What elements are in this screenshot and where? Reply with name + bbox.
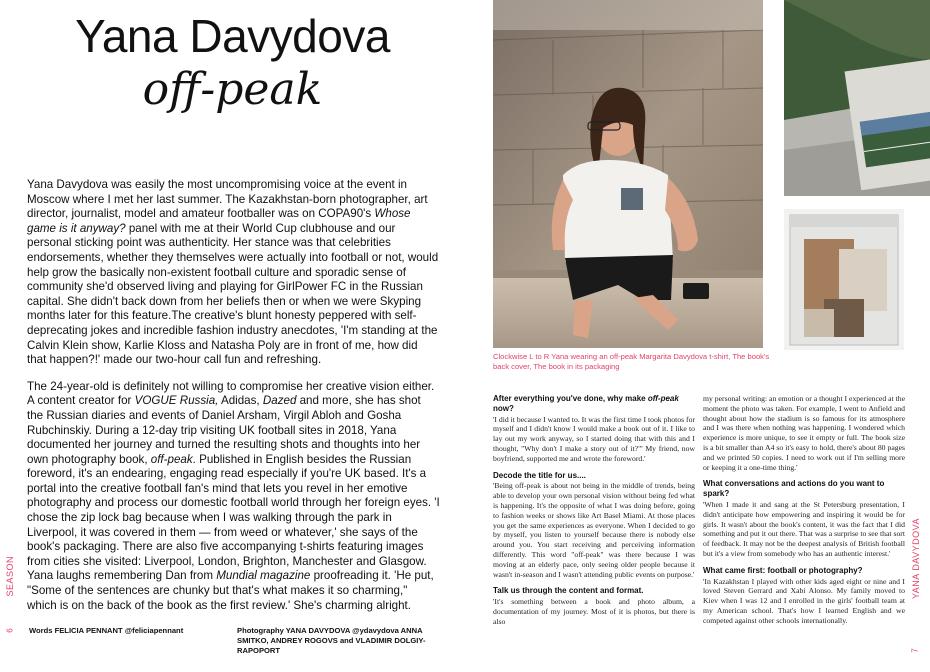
page-number-left: 6 bbox=[5, 628, 15, 633]
answer-1: 'I did it because I wanted to. It was the first time I took photos for myself and I didn't know I would make a book out of it. I like to lay out my work anyway, so I started doing that with this and I thought, "Why don't I make a story out of it?"' My friend, now boyfriend, supported me and wrote the foreword.' bbox=[493, 414, 695, 463]
answer-3: 'It's something between a book and photo album, a documentation of my journey. Most of it is photos, but there is also bbox=[493, 597, 695, 626]
answer-4: 'When I made it and sang at the St Petersburg presentation, I didn't anticipate how empowering and inspiring it would be for girls. It wasn't about the book's content, it was the fact that I did something and put it out there. That was a surprise to see that sort of feedback. It may not be the deepest analysis of British football but it's a view from somebody who has an authentic interest.' bbox=[703, 499, 905, 558]
answer-2: 'Being off-peak is about not being in the middle of trends, being able to develop your own personal vision without being fed what is happening. It's the opposite of what I was doing before, going to fashion weeks or shows like Art Basel Miami. At those places you get the same experiences as everyone. When I decided to go by myself, you listen to yourself because there is nobody else around you. You start receiving and perceiving information differently. This word "off-peak" was there because I was moving at an elderly pace, only seeing older people because it wasn't in-season and I wasn't attending public events on purpose.' bbox=[493, 481, 695, 579]
portrait-photo bbox=[493, 0, 763, 348]
question-5: What came first: football or photography? bbox=[703, 565, 863, 575]
question-4: What conversations and actions do you want to spark? bbox=[703, 479, 885, 499]
article-subtitle: off-peak bbox=[142, 64, 323, 115]
photo-caption: Clockwise L to R Yana wearing an off-peak Margarita Davydova t-shirt, The book's back cover, The book in its packaging bbox=[493, 352, 770, 371]
section-label-right: YANA DAVYDOVA bbox=[911, 518, 921, 600]
question-1: After everything you've done, why make off-peak now? bbox=[493, 394, 679, 413]
intro-paragraph-2: The 24-year-old is definitely not willing to compromise her creative vision either. A content creator for VOGUE Russia, Adidas, Dazed and more, she has shot the Russian diaries and events of Daniel Arsham, Virgil Abloh and Gosha Rubchinskiy. During a 12-day trip visiting UK football sites in 2018, Yana documented her journey and turned the resulting shots and thoughts into her own photography book, off-peak. Published in English besides the Russian foreword, it's an endearing, engaging read especially if you're UK based. It's a portal into the creative football fan's mind that lets you revel in her emotive photography and process our domestic football world through her foreign eyes. 'I chose the zip lock bag because when I was walking through the park in Liverpool, it was covered in them — from weed or whatever,' she says of the book's packaging. There are also five accompanying t-shirts featuring images from cities she visited: Liverpool, London, Brighton, Manchester and Glasgow. Yana laughs remembering Dan from Mundial magazine proofreading it. 'He put, "Some of the sentences are chunky but that's what makes it so charming," which is on the back of the book as the first review.' She's charming alright. bbox=[27, 379, 440, 612]
credits-photography: Photography YANA DAVYDOVA @ydavydova ANNA SMITKO, ANDREY ROGOVS and VLADIMIR DOLGIY-RAPOPORT bbox=[237, 626, 426, 655]
book-in-packaging-photo bbox=[784, 209, 904, 350]
intro-paragraph-1: Yana Davydova was easily the most uncompromising voice at the event in Moscow where I met her last summer. The Kazakhstan-born photographer, art director, journalist, model and amateur footballer was on COPA90's Whose game is it anyway? panel with me at their World Cup clubhouse and our personal sticking point was authenticity. Her stance was that celebrities endorsements, whether they themselves were actually into football or not, would help grow the basically non-existent football culture and sporadic sense of community she'd observed living and playing for GirlPower FC in the Russian capital. She didn't back down from her beliefs then or when we were Skyping months later for this feature.The creative's blunt honesty peppered with self-deprecating jokes and incredible fashion industry anecdotes, 'I'm standing at the Calvin Klein show, Karlie Kloss and Natasha Poly are in front of me, how did that happen?!' made our two-hour call fun and refreshing. bbox=[27, 178, 439, 367]
article-title: Yana Davydova bbox=[75, 10, 390, 62]
page-number-right: 7 bbox=[910, 648, 920, 653]
question-2: Decode the title for us.... bbox=[493, 470, 586, 480]
credits-words: Words FELICIA PENNANT @feliciapennant bbox=[29, 626, 184, 635]
answer-3-continued: my personal writing: an emotion or a thought I experienced at the moment the photo was taken. For example, I went to Anfield and thought about how the stadium is so famous for its atmosphere and I was there when nothing was happening. I wondered which experience is more unique, to see it empty or full. The book size is a bit smaller than A4 so it's easy to hold, there's about 80 pages and we printed 50 copies. I need to work out if I'm selling more or keeping it a one-time thing.' bbox=[703, 394, 905, 472]
interview-column-1 bbox=[493, 394, 695, 634]
book-back-cover-photo bbox=[784, 0, 930, 196]
section-label-left: SEASON bbox=[5, 556, 15, 597]
answer-5: 'In Kazakhstan I played with other kids aged eight or nine and I loved Steven Gerrard and Xabi Alonso. My family moved to Kiev when I was 12 and I enrolled in the girls' football team at my American school. That's how I learned English and we competed against other schools internationally. bbox=[703, 576, 905, 625]
intro-text bbox=[27, 178, 440, 625]
question-3: Talk us through the content and format. bbox=[493, 586, 644, 596]
interview-column-2 bbox=[703, 394, 905, 633]
